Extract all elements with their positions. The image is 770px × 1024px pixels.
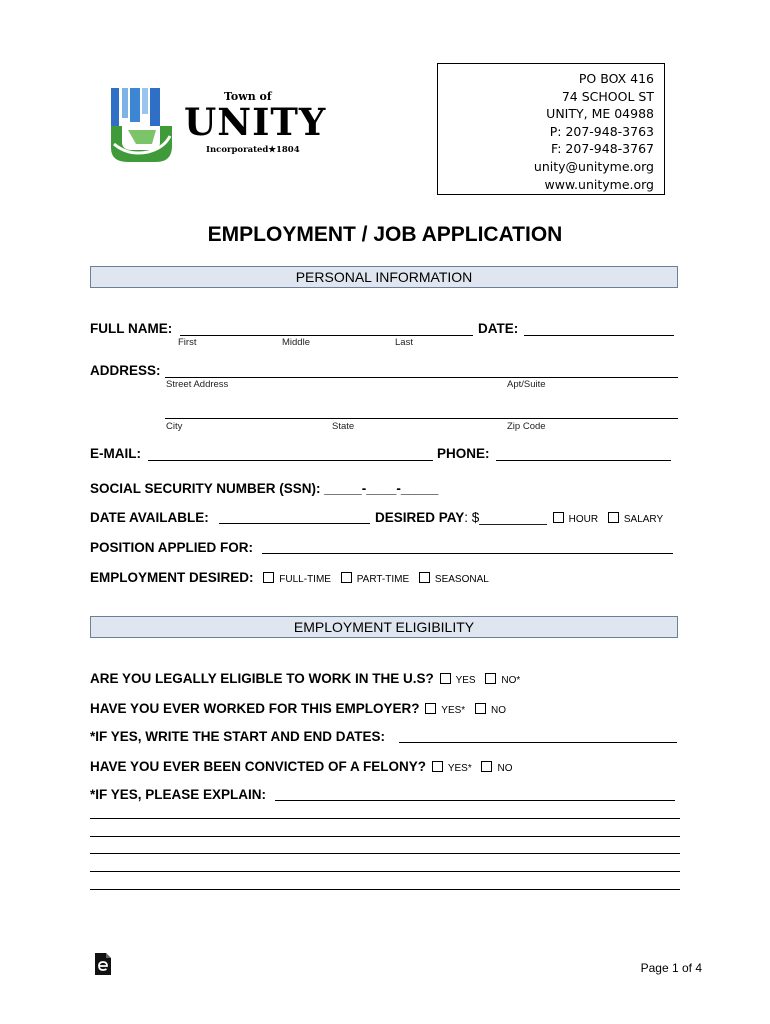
worked-no-label: NO <box>490 705 506 716</box>
state-sublabel: State <box>332 421 355 432</box>
contact-phone: P: 207-948-3763 <box>549 123 654 139</box>
city-state-zip-field[interactable] <box>165 418 678 419</box>
worked-before-row <box>90 701 510 716</box>
date-available-field[interactable] <box>219 523 370 524</box>
legal-no-checkbox[interactable] <box>485 673 496 684</box>
position-label: POSITION APPLIED FOR: <box>90 540 254 555</box>
date-available-label: DATE AVAILABLE: <box>90 510 209 525</box>
contact-email: unity@unityme.org <box>533 158 654 174</box>
contact-po-box: PO BOX 416 <box>578 71 654 86</box>
full-time-checkbox[interactable] <box>263 572 274 583</box>
hour-checkbox[interactable] <box>553 512 564 523</box>
legal-yes-label: YES <box>455 675 476 686</box>
logo-town-of: Town of <box>224 90 272 103</box>
logo-incorporated: Incorporated★1804 <box>206 145 300 155</box>
city-sublabel: City <box>166 421 183 432</box>
explain-line[interactable] <box>90 818 680 819</box>
explain-field[interactable] <box>275 800 675 801</box>
personal-info-header: PERSONAL INFORMATION <box>90 266 678 288</box>
middle-name-sublabel: Middle <box>282 337 310 348</box>
address-label: ADDRESS: <box>90 363 161 378</box>
document-icon <box>94 952 112 981</box>
zip-sublabel: Zip Code <box>507 421 546 432</box>
street-address-field[interactable] <box>165 377 678 378</box>
felony-no-checkbox[interactable] <box>481 761 492 772</box>
worked-yes-label: YES* <box>441 705 466 716</box>
employment-desired-label: EMPLOYMENT DESIRED: <box>90 570 254 585</box>
salary-label: SALARY <box>623 514 664 525</box>
legal-eligibility-row <box>90 671 524 686</box>
part-time-label: PART-TIME <box>356 574 410 585</box>
salary-checkbox[interactable] <box>608 512 619 523</box>
email-label: E-MAIL: <box>90 446 141 461</box>
explain-line[interactable] <box>90 853 680 854</box>
position-field[interactable] <box>262 553 673 554</box>
eligibility-header: EMPLOYMENT ELIGIBILITY <box>90 616 678 638</box>
contact-website: www.unityme.org <box>544 176 654 192</box>
felony-yes-label: YES* <box>447 763 472 774</box>
email-field[interactable] <box>148 460 433 461</box>
explain-line[interactable] <box>90 871 680 872</box>
date-field[interactable] <box>524 335 674 336</box>
part-time-checkbox[interactable] <box>341 572 352 583</box>
street-address-sublabel: Street Address <box>166 379 229 390</box>
explain-line[interactable] <box>90 889 680 890</box>
full-time-label: FULL-TIME <box>279 574 331 585</box>
desired-pay-label: DESIRED PAY <box>375 510 465 525</box>
logo-name: UNITY <box>184 100 327 144</box>
phone-label: PHONE: <box>437 446 490 461</box>
felony-question: HAVE YOU EVER BEEN CONVICTED OF A FELONY? <box>90 759 427 774</box>
legal-no-label: NO* <box>501 675 521 686</box>
contact-city: UNITY, ME 04988 <box>546 106 654 122</box>
page-title: EMPLOYMENT / JOB APPLICATION <box>207 223 563 246</box>
full-name-field[interactable] <box>180 335 473 336</box>
felony-row <box>90 759 516 774</box>
worked-before-question: HAVE YOU EVER WORKED FOR THIS EMPLOYER? <box>90 701 420 716</box>
worked-yes-checkbox[interactable] <box>425 703 436 714</box>
desired-pay-field[interactable]: : $_________ <box>464 510 547 525</box>
first-name-sublabel: First <box>178 337 197 348</box>
start-end-dates-field[interactable] <box>399 742 677 743</box>
contact-fax: F: 207-948-3767 <box>551 141 654 157</box>
page-number: Page 1 of 4 <box>640 961 702 975</box>
explain-line[interactable] <box>90 836 680 837</box>
contact-street: 74 SCHOOL ST <box>561 88 654 104</box>
apt-suite-sublabel: Apt/Suite <box>507 379 546 390</box>
hour-label: HOUR <box>568 514 599 525</box>
start-end-dates-label: *IF YES, WRITE THE START AND END DATES: <box>90 729 386 744</box>
desired-pay-row <box>375 510 667 525</box>
town-logo <box>108 86 327 166</box>
employment-desired-row <box>90 570 493 585</box>
felony-yes-checkbox[interactable] <box>432 761 443 772</box>
last-name-sublabel: Last <box>395 337 413 348</box>
legal-eligibility-question: ARE YOU LEGALLY ELIGIBLE TO WORK IN THE U.S? <box>90 671 434 686</box>
date-label: DATE: <box>478 321 519 336</box>
seasonal-checkbox[interactable] <box>419 572 430 583</box>
legal-yes-checkbox[interactable] <box>440 673 451 684</box>
ssn-field[interactable]: SOCIAL SECURITY NUMBER (SSN): _____-____-_____ <box>90 481 439 496</box>
full-name-label: FULL NAME: <box>90 321 173 336</box>
phone-field[interactable] <box>496 460 671 461</box>
contact-box <box>437 63 665 195</box>
worked-no-checkbox[interactable] <box>475 703 486 714</box>
seasonal-label: SEASONAL <box>434 574 489 585</box>
felony-no-label: NO <box>497 763 513 774</box>
explain-label: *IF YES, PLEASE EXPLAIN: <box>90 787 267 802</box>
